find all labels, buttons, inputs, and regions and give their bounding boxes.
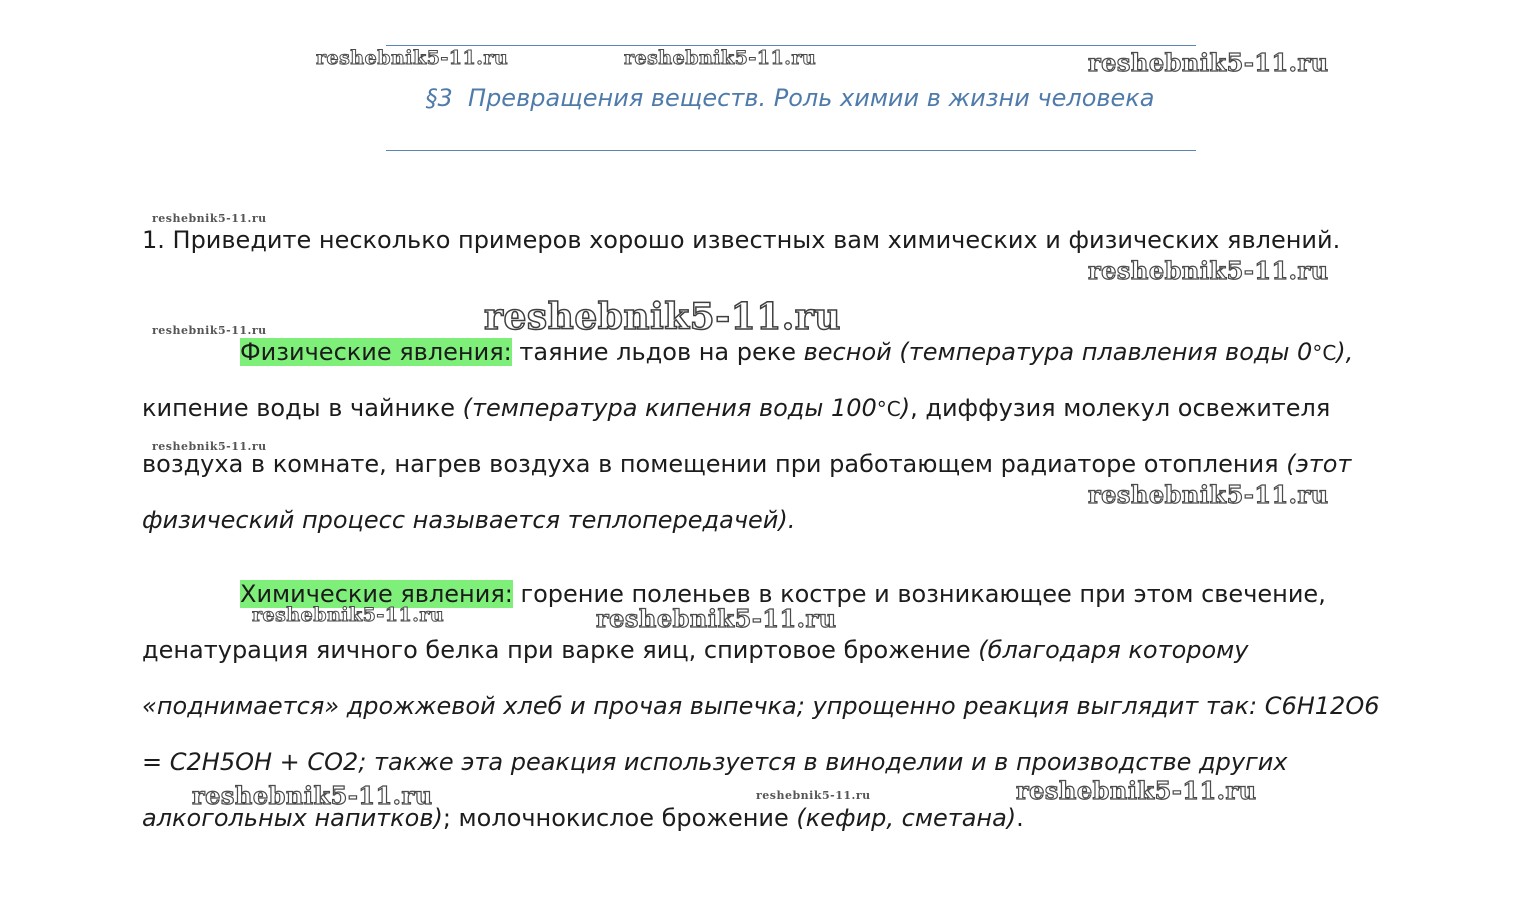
chemical-text: ; молочнокислое брожение bbox=[442, 804, 797, 832]
watermark: reshebnik5-11.ru bbox=[596, 604, 837, 633]
watermark: reshebnik5-11.ru bbox=[756, 789, 871, 802]
question-text: 1. Приведите несколько примеров хорошо известных вам химических и физических явлений. bbox=[142, 226, 1341, 254]
watermark: reshebnik5-11.ru bbox=[152, 324, 267, 337]
chemical-text: денатурация яичного белка при варке яиц, спиртовое брожение bbox=[142, 636, 979, 664]
chemical-text: алкогольных напитков) bbox=[142, 804, 443, 832]
header-rule-top bbox=[386, 45, 1196, 46]
watermark: reshebnik5-11.ru bbox=[1088, 48, 1329, 77]
watermark: reshebnik5-11.ru bbox=[192, 781, 433, 810]
physical-line-2 bbox=[142, 393, 1330, 424]
chemical-text: . bbox=[1016, 804, 1024, 832]
watermark: reshebnik5-11.ru bbox=[624, 47, 817, 69]
physical-line-4: физический процесс называется теплопередачей). bbox=[142, 506, 796, 534]
watermark: reshebnik5-11.ru bbox=[316, 47, 509, 69]
physical-text: кипение воды в чайнике bbox=[142, 394, 463, 422]
watermark: reshebnik5-11.ru bbox=[1088, 480, 1329, 509]
physical-text: ) bbox=[900, 394, 911, 422]
physical-text: ), bbox=[1336, 338, 1354, 366]
physical-text: °C bbox=[1312, 341, 1337, 365]
chemical-text: горение поленьев в костре и возникающее при этом свечение, bbox=[512, 580, 1326, 608]
watermark: reshebnik5-11.ru bbox=[484, 296, 841, 338]
watermark: reshebnik5-11.ru bbox=[1016, 776, 1257, 805]
physical-label: Физические явления: bbox=[240, 338, 512, 366]
physical-text: °C bbox=[876, 397, 901, 421]
physical-line-1 bbox=[240, 337, 1353, 368]
physical-text: (этот bbox=[1286, 450, 1352, 478]
chemical-text: (благодаря которому bbox=[978, 636, 1249, 664]
watermark: reshebnik5-11.ru bbox=[152, 212, 267, 225]
physical-text: весной (температура плавления воды 0 bbox=[803, 338, 1313, 366]
watermark: reshebnik5-11.ru bbox=[252, 604, 445, 626]
physical-line-3 bbox=[142, 449, 1351, 479]
watermark: reshebnik5-11.ru bbox=[152, 440, 267, 453]
header-rule-bottom bbox=[386, 150, 1196, 151]
chemical-line-4: = C2H5OH + CO2; также эта реакция используется в виноделии и в производстве других bbox=[142, 748, 1288, 776]
watermark: reshebnik5-11.ru bbox=[1088, 256, 1329, 285]
physical-text: воздуха в комнате, нагрев воздуха в помещении при работающем радиаторе отопления bbox=[142, 450, 1287, 478]
section-title: §3 Превращения веществ. Роль химии в жизни человека bbox=[425, 84, 1155, 112]
chemical-text: (кефир, сметана) bbox=[796, 804, 1017, 832]
physical-text: , диффузия молекул освежителя bbox=[910, 394, 1331, 422]
physical-text: таяние льдов на реке bbox=[511, 338, 804, 366]
chemical-line-3: «поднимается» дрожжевой хлеб и прочая выпечка; упрощенно реакция выглядит так: C6H12O6 bbox=[142, 692, 1380, 720]
chemical-label: Химические явления: bbox=[240, 580, 513, 608]
chemical-line-2 bbox=[142, 635, 1248, 665]
physical-text: (температура кипения воды 100 bbox=[462, 394, 877, 422]
